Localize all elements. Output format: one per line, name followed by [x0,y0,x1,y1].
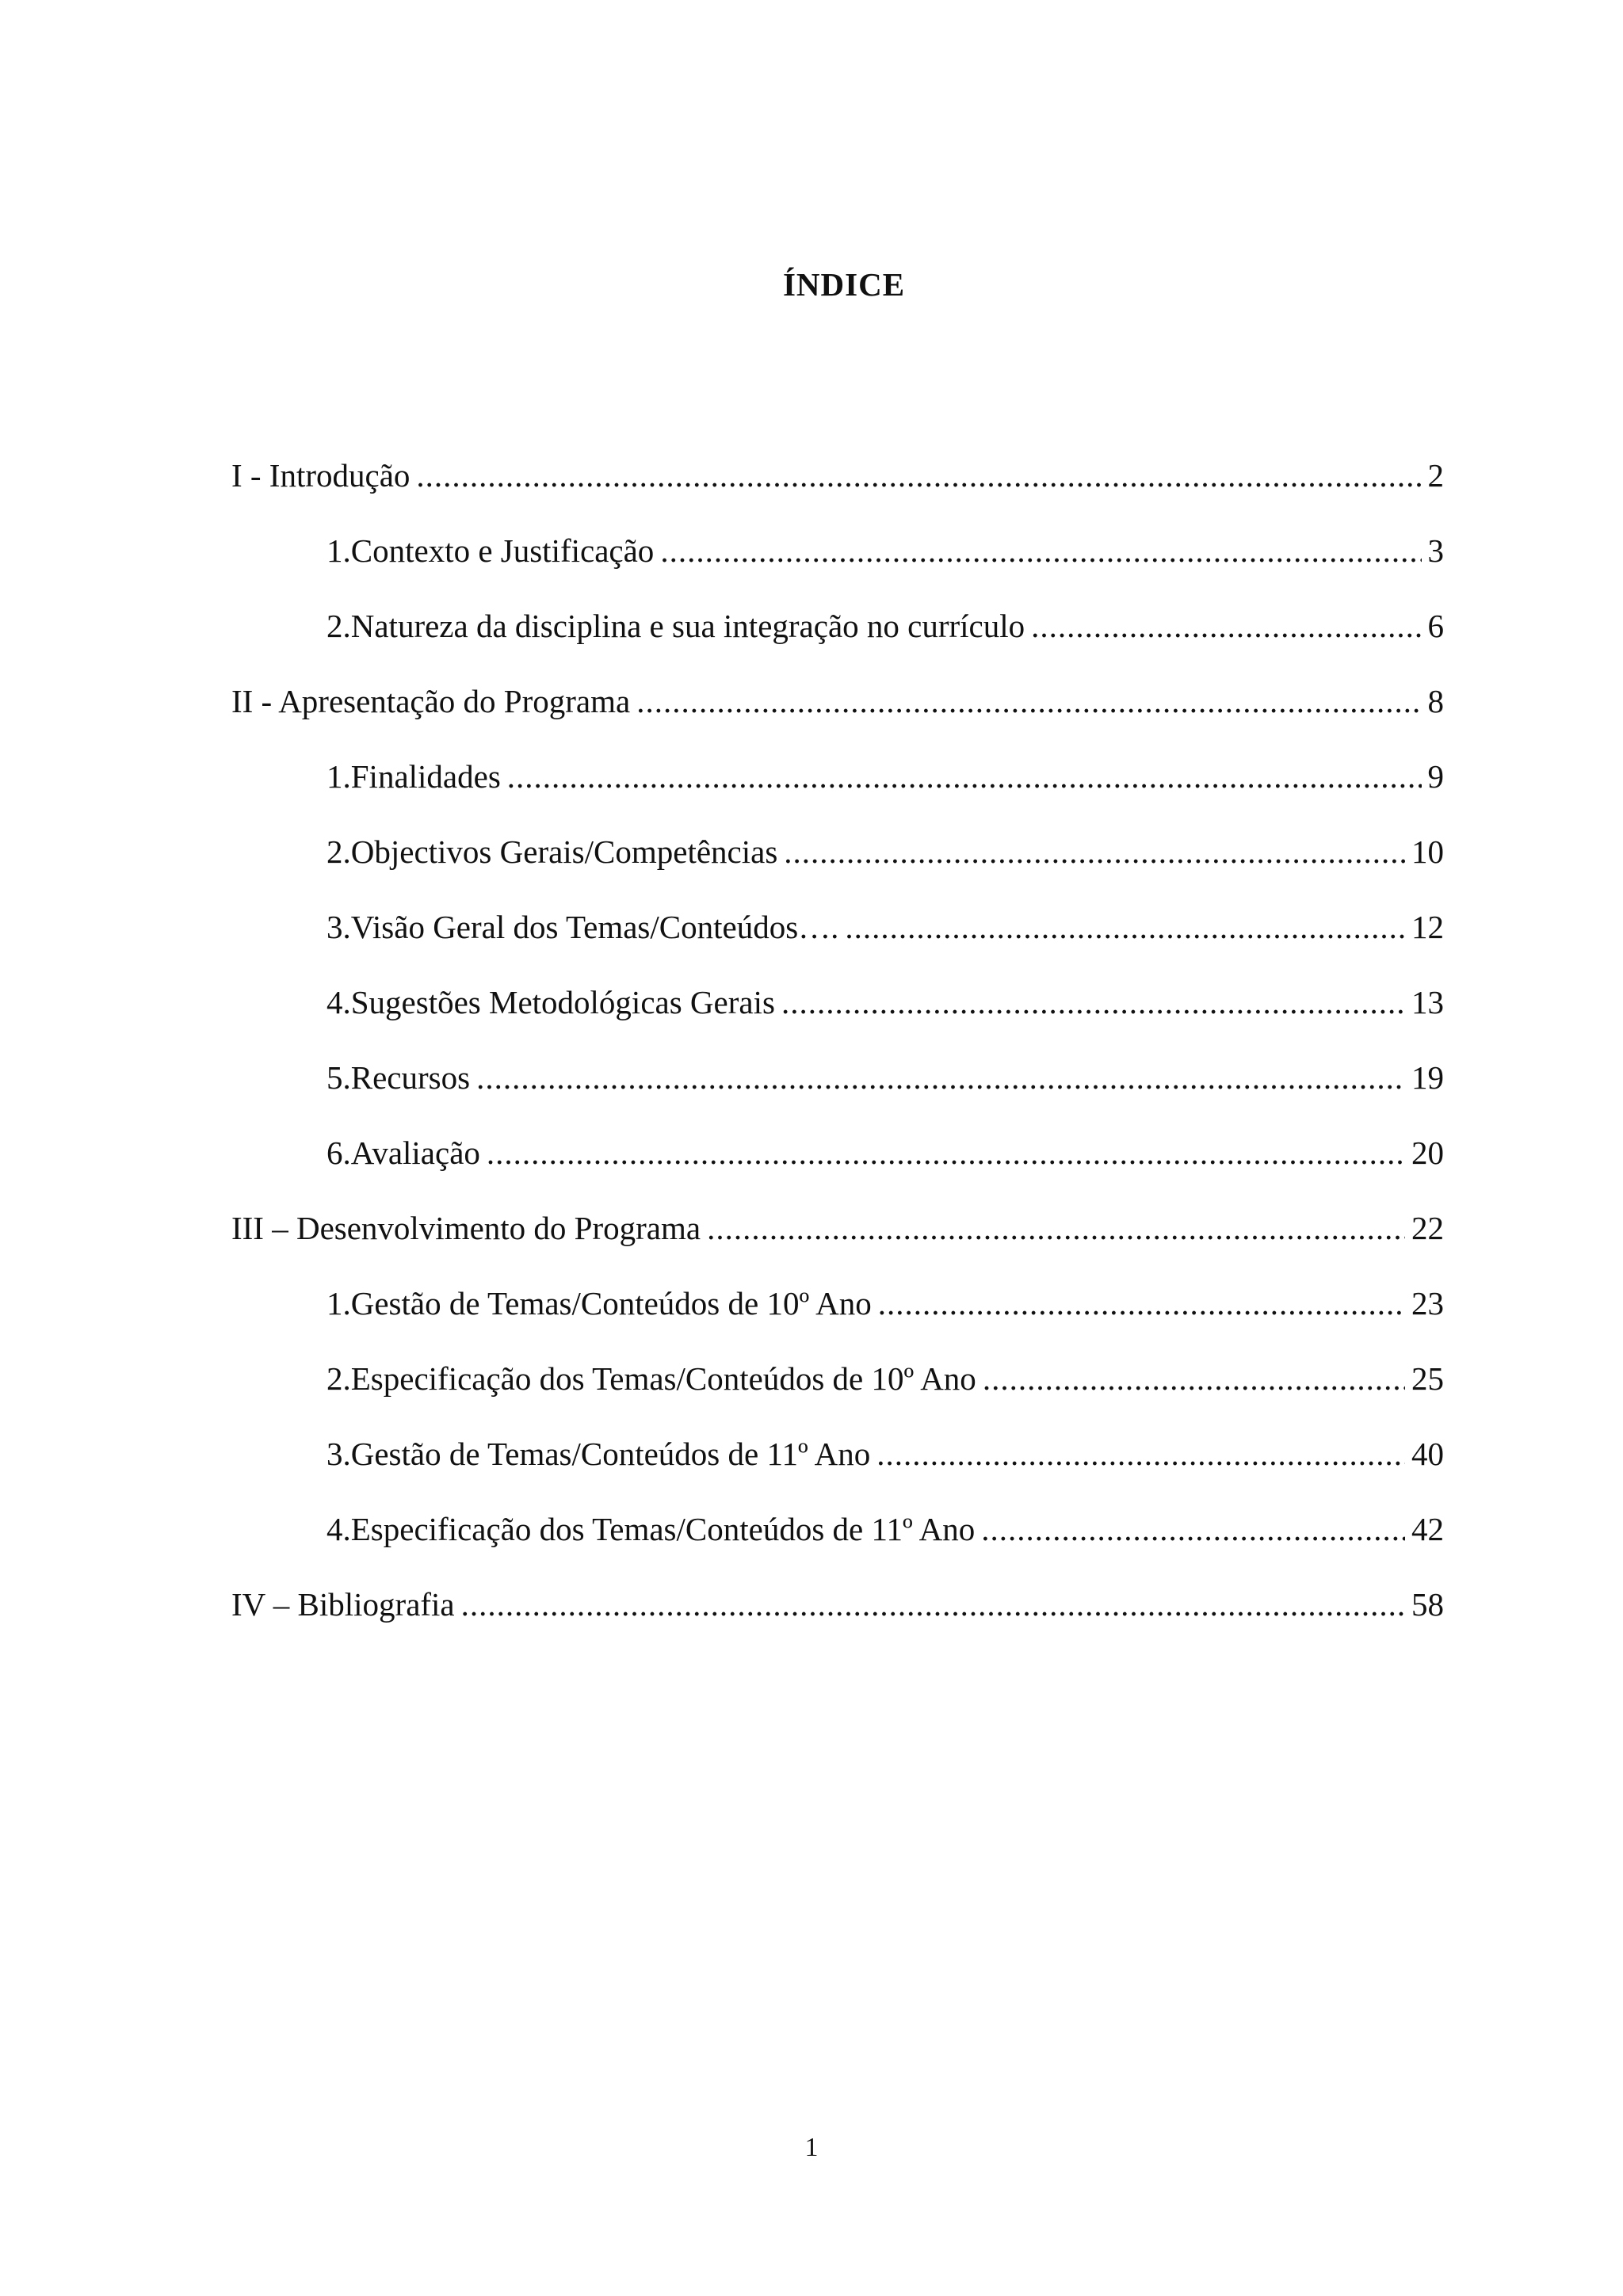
toc-entry-page: 42 [1411,1511,1444,1547]
toc-entry[interactable] [327,982,1444,1022]
toc-entry-label: Especificação dos Temas/Conteúdos de 11º Ano [350,1511,976,1547]
toc-leader-dots [983,1359,1405,1398]
toc-entry-label: Sugestões Metodológicas Gerais [350,984,775,1020]
toc-leader-dots [845,907,1405,947]
toc-leader-dots [981,1509,1405,1549]
toc-entry-label: Gestão de Temas/Conteúdos de 10º Ano [350,1285,872,1322]
toc-entry-number: 2. [327,608,351,644]
toc-entry[interactable] [231,1208,1444,1248]
toc-entry-label: II - Apresentação do Programa [231,683,631,719]
toc-entry-page: 10 [1411,833,1444,870]
toc-entry-label: Objectivos Gerais/Competências [350,833,778,870]
toc-entry[interactable] [231,456,1444,495]
toc-entry[interactable] [327,1509,1444,1549]
toc-entry-label: Natureza da disciplina e sua integração no currículo [350,608,1025,644]
toc-entry-label: IV – Bibliografia [231,1586,455,1623]
toc-entry-label: Especificação dos Temas/Conteúdos de 10º Ano [350,1360,976,1397]
toc-entry-label: Recursos [350,1059,471,1096]
toc-leader-dots [487,1133,1405,1173]
toc-entry-page: 40 [1411,1436,1444,1472]
toc-leader-dots [507,757,1422,796]
toc-entry[interactable] [327,757,1444,796]
toc-entry-page: 9 [1427,758,1444,795]
toc-leader-dots [878,1283,1405,1323]
toc-entry-number: 2. [327,1360,351,1397]
toc-entry-label: III – Desenvolvimento do Programa [231,1210,701,1246]
toc-entry[interactable] [327,531,1444,570]
toc-entry-page: 13 [1411,984,1444,1020]
toc-entry-page: 20 [1411,1135,1444,1171]
toc-entry-number: 4. [327,984,351,1020]
toc-entry-page: 3 [1427,532,1444,569]
toc-entry-page: 2 [1427,457,1444,494]
toc-entry-page: 25 [1411,1360,1444,1397]
toc-entry-page: 23 [1411,1285,1444,1322]
toc-entry-number: 2. [327,833,351,870]
toc-entry-number: 4. [327,1511,351,1547]
toc-leader-dots [707,1208,1405,1248]
toc-leader-dots [660,531,1421,570]
toc-entry-number: 1. [327,1285,351,1322]
toc-leader-dots [876,1434,1405,1474]
toc-entry-number: 6. [327,1135,351,1171]
toc-entry-page: 8 [1427,683,1444,719]
toc-entry-page: 6 [1427,608,1444,644]
toc-entry[interactable] [327,832,1444,871]
toc-entry-page: 22 [1411,1210,1444,1246]
toc-entry[interactable] [327,1058,1444,1097]
toc-entry[interactable] [327,907,1444,947]
toc-leader-dots [476,1058,1405,1097]
toc-leader-dots [636,681,1421,721]
toc-entry-label: Gestão de Temas/Conteúdos de 11º Ano [350,1436,871,1472]
toc-leader-dots [416,456,1421,495]
toc-entry-label: Visão Geral dos Temas/Conteúdos…. [350,909,839,945]
toc-entry[interactable] [327,1434,1444,1474]
toc-entry-label: I - Introdução [231,457,411,494]
toc-entry-page: 19 [1411,1059,1444,1096]
toc-entry-page: 58 [1411,1586,1444,1623]
page-title: ÍNDICE [782,266,906,303]
toc-entry-number: 3. [327,909,351,945]
toc-entry[interactable] [327,1359,1444,1398]
toc-entry-number: 3. [327,1436,351,1472]
toc-leader-dots [781,982,1405,1022]
toc-leader-dots [461,1585,1405,1624]
toc-entry[interactable] [231,1585,1444,1624]
toc-entry-number: 1. [327,532,351,569]
toc-leader-dots [784,832,1405,871]
toc-entry-number: 5. [327,1059,351,1096]
toc-entry[interactable] [327,1133,1444,1173]
toc-entry-number: 1. [327,758,351,795]
toc-entry[interactable] [327,1283,1444,1323]
toc-entry-label: Finalidades [350,758,501,795]
toc-entry-page: 12 [1411,909,1444,945]
toc-entry[interactable] [327,606,1444,646]
toc-entry-label: Contexto e Justificação [350,532,655,569]
page-number: 1 [804,2133,819,2162]
toc-entry[interactable] [231,681,1444,721]
toc-leader-dots [1031,606,1421,646]
toc-entry-label: Avaliação [350,1135,480,1171]
